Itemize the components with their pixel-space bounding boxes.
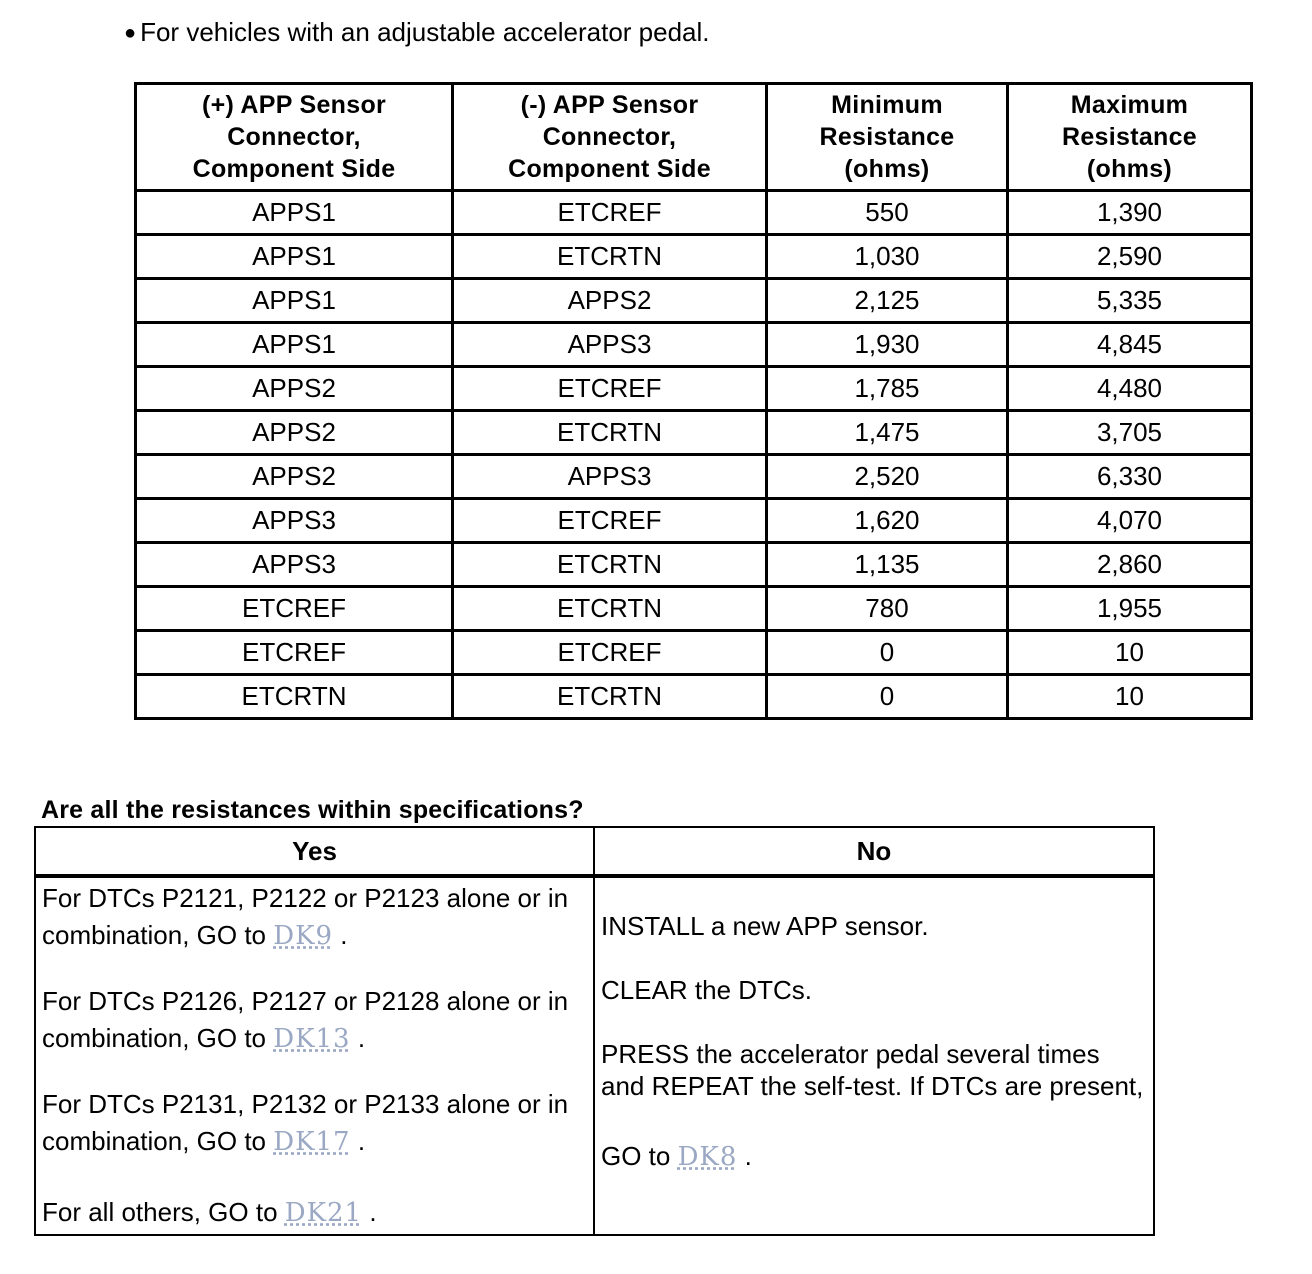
minus-connector: ETCRTN: [453, 543, 767, 587]
max-resistance: 3,705: [1008, 411, 1252, 455]
no-header: No: [594, 827, 1154, 876]
answer-header-row: [35, 827, 1154, 876]
min-resistance: 1,620: [767, 499, 1008, 543]
header-minus-sensor: (-) APP Sensor Connector, Component Side: [453, 84, 767, 191]
min-resistance: 1,030: [767, 235, 1008, 279]
answer-body-row: [35, 876, 1154, 1235]
plus-connector: APPS3: [136, 543, 453, 587]
table-row: [136, 411, 1252, 455]
min-resistance: 1,785: [767, 367, 1008, 411]
plus-connector: APPS2: [136, 367, 453, 411]
max-resistance: 4,845: [1008, 323, 1252, 367]
table-row: [136, 279, 1252, 323]
max-resistance: 1,390: [1008, 191, 1252, 235]
min-resistance: 0: [767, 631, 1008, 675]
bullet-text: For vehicles with an adjustable accelerator pedal.: [140, 17, 710, 47]
table-row: [136, 235, 1252, 279]
plus-connector: APPS1: [136, 235, 453, 279]
minus-connector: ETCREF: [453, 631, 767, 675]
no-cell: [594, 876, 1154, 1235]
plus-connector: APPS2: [136, 411, 453, 455]
min-resistance: 780: [767, 587, 1008, 631]
max-resistance: 2,590: [1008, 235, 1252, 279]
table-row: [136, 499, 1252, 543]
max-resistance: 6,330: [1008, 455, 1252, 499]
minus-connector: ETCRTN: [453, 235, 767, 279]
table-row: [136, 543, 1252, 587]
answer-table: [34, 826, 1155, 1236]
table-row: [136, 191, 1252, 235]
link-dk21[interactable]: DK21: [284, 1198, 363, 1228]
minus-connector: ETCRTN: [453, 675, 767, 719]
min-resistance: 2,520: [767, 455, 1008, 499]
table-row: [136, 367, 1252, 411]
no-goto: GO to DK8 .: [601, 1141, 752, 1172]
link-dk17[interactable]: DK17: [273, 1127, 351, 1157]
minus-connector: ETCREF: [453, 499, 767, 543]
table-row: [136, 675, 1252, 719]
no-install: INSTALL a new APP sensor.: [601, 911, 929, 941]
minus-connector: ETCREF: [453, 191, 767, 235]
minus-connector: APPS3: [453, 455, 767, 499]
minus-connector: APPS2: [453, 279, 767, 323]
min-resistance: 1,135: [767, 543, 1008, 587]
plus-connector: ETCREF: [136, 631, 453, 675]
min-resistance: 1,475: [767, 411, 1008, 455]
max-resistance: 2,860: [1008, 543, 1252, 587]
max-resistance: 10: [1008, 631, 1252, 675]
max-resistance: 4,070: [1008, 499, 1252, 543]
plus-connector: ETCRTN: [136, 675, 453, 719]
plus-connector: APPS1: [136, 323, 453, 367]
table-row: [136, 587, 1252, 631]
min-resistance: 0: [767, 675, 1008, 719]
minus-connector: ETCREF: [453, 367, 767, 411]
yes-header: Yes: [35, 827, 594, 876]
yes-item-dk13: For DTCs P2126, P2127 or P2128 alone or in combination, GO to DK13 .: [42, 986, 569, 1054]
header-plus-sensor: (+) APP Sensor Connector, Component Side: [136, 84, 453, 191]
min-resistance: 550: [767, 191, 1008, 235]
no-clear: CLEAR the DTCs.: [601, 975, 812, 1005]
resistance-spec-table: [134, 82, 1253, 720]
table-row: [136, 631, 1252, 675]
yes-item-dk21: For all others, GO to DK21 .: [42, 1197, 377, 1228]
yes-item-dk9: For DTCs P2121, P2122 or P2123 alone or in combination, GO to DK9 .: [42, 883, 569, 951]
yes-cell: [35, 876, 594, 1235]
question-heading: Are all the resistances within specifications?: [41, 796, 584, 824]
max-resistance: 1,955: [1008, 587, 1252, 631]
header-minimum-resistance: Minimum Resistance (ohms): [767, 84, 1008, 191]
max-resistance: 4,480: [1008, 367, 1252, 411]
spec-header-row: [136, 84, 1252, 191]
max-resistance: 5,335: [1008, 279, 1252, 323]
link-dk8[interactable]: DK8: [677, 1142, 738, 1172]
minus-connector: ETCRTN: [453, 587, 767, 631]
table-row: [136, 455, 1252, 499]
min-resistance: 2,125: [767, 279, 1008, 323]
table-row: [136, 323, 1252, 367]
yes-item-dk17: For DTCs P2131, P2132 or P2133 alone or in combination, GO to DK17 .: [42, 1089, 569, 1157]
max-resistance: 10: [1008, 675, 1252, 719]
link-dk13[interactable]: DK13: [273, 1024, 351, 1054]
bullet-note: [124, 16, 710, 49]
link-dk9[interactable]: DK9: [273, 921, 334, 951]
minus-connector: ETCRTN: [453, 411, 767, 455]
header-maximum-resistance: Maximum Resistance (ohms): [1008, 84, 1252, 191]
no-press: PRESS the accelerator pedal several times and REPEAT the self-test. If DTCs are present,: [601, 1039, 1144, 1101]
plus-connector: APPS2: [136, 455, 453, 499]
minus-connector: APPS3: [453, 323, 767, 367]
min-resistance: 1,930: [767, 323, 1008, 367]
plus-connector: APPS1: [136, 279, 453, 323]
plus-connector: ETCREF: [136, 587, 453, 631]
bullet-icon: ●: [124, 22, 137, 44]
plus-connector: APPS3: [136, 499, 453, 543]
plus-connector: APPS1: [136, 191, 453, 235]
